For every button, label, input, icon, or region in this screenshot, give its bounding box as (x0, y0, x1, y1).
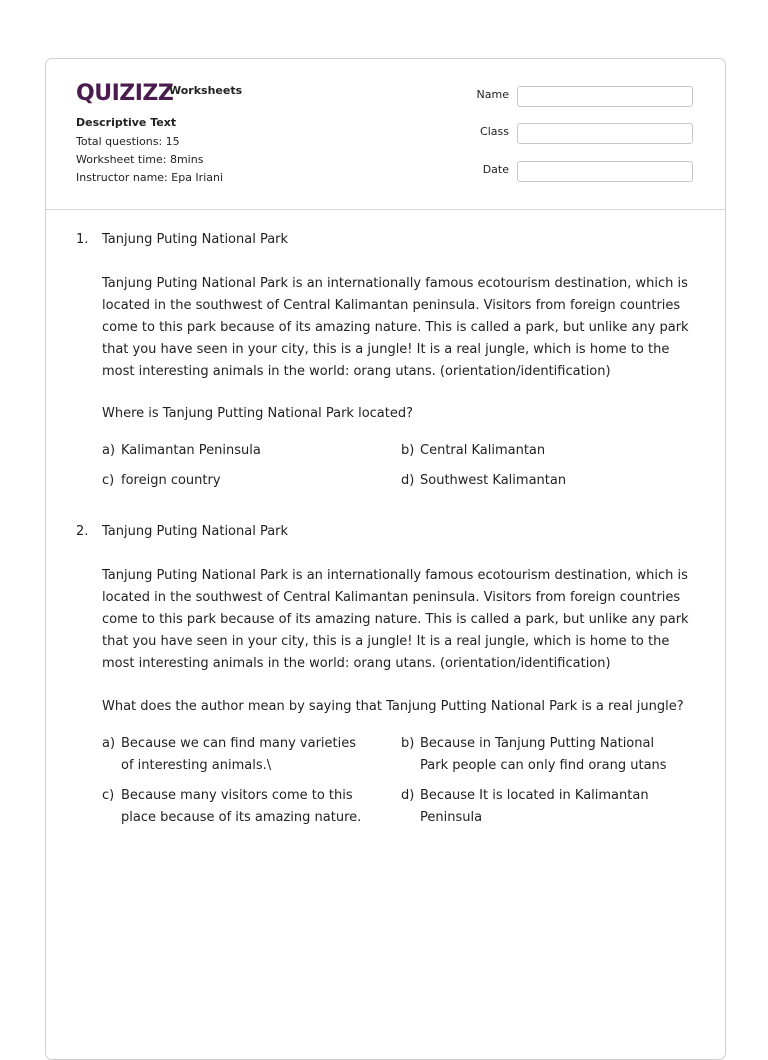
option-a[interactable] (102, 440, 372, 462)
option-letter: c) (102, 788, 115, 803)
option-c[interactable] (102, 470, 372, 492)
date-label: Date (482, 163, 509, 176)
instructor-name: Instructor name: Epa Iriani (76, 171, 224, 184)
class-label: Class (480, 125, 509, 138)
option-d[interactable] (401, 785, 671, 829)
option-b[interactable] (401, 733, 671, 777)
quizizz-logo (76, 79, 173, 107)
question-passage: Tanjung Puting National Park is an internationally famous ecotourism destination, which is located in the southwest of Central Kalimantan peninsula. Visitors from foreign countries come to this park because of its amazing nature. This is called a park, but unlike any park that you have seen in your city, this is a jungle! It is a real jungle, which is home to the most interesting animals in the world: orang utans. (orientation/identification) (102, 276, 689, 379)
option-c[interactable] (102, 785, 372, 829)
question-prompt: Where is Tanjung Putting National Park located? (102, 406, 414, 421)
option-letter: d) (401, 788, 415, 803)
date-field[interactable] (517, 161, 693, 182)
question-number: 1. (76, 232, 89, 247)
worksheet-time: Worksheet time: 8mins (76, 153, 204, 166)
name-field[interactable] (517, 86, 693, 107)
question-number: 2. (76, 524, 89, 539)
question-passage: Tanjung Puting National Park is an internationally famous ecotourism destination, which is located in the southwest of Central Kalimantan peninsula. Visitors from foreign countries come to this park because of its amazing nature. This is called a park, but unlike any park that you have seen in your city, this is a jungle! It is a real jungle, which is home to the most interesting animals in the world: orang utans. (orientation/identification) (102, 568, 689, 671)
question-title: Tanjung Puting National Park (102, 524, 289, 539)
option-a[interactable] (102, 733, 372, 777)
option-text: Because many visitors come to this place because of its amazing nature. (121, 788, 362, 825)
worksheet-header (46, 59, 725, 210)
option-text: Kalimantan Peninsula (121, 443, 261, 458)
option-letter: b) (401, 736, 415, 751)
option-letter: d) (401, 473, 415, 488)
question-title: Tanjung Puting National Park (102, 232, 289, 247)
option-b[interactable] (401, 440, 671, 462)
question-prompt: What does the author mean by saying that Tanjung Putting National Park is a real jungle? (102, 699, 684, 714)
option-d[interactable] (401, 470, 671, 492)
worksheet-page (45, 58, 726, 1060)
option-text: Central Kalimantan (420, 443, 546, 458)
option-text: Because It is located in Kalimantan Peninsula (420, 788, 649, 825)
option-text: Southwest Kalimantan (420, 473, 567, 488)
option-text: Because we can find many varieties of interesting animals.\ (121, 736, 357, 773)
option-letter: a) (102, 736, 116, 751)
total-questions: Total questions: 15 (76, 135, 180, 148)
class-field[interactable] (517, 123, 693, 144)
option-text: foreign country (121, 473, 221, 488)
option-letter: a) (102, 443, 116, 458)
option-letter: b) (401, 443, 415, 458)
name-label: Name (476, 88, 509, 101)
option-letter: c) (102, 473, 115, 488)
worksheet-title: Descriptive Text (76, 116, 177, 129)
brand-name: QUIZIZZ (76, 80, 174, 106)
brand-tag: Worksheets (169, 84, 243, 97)
option-text: Because in Tanjung Putting National Park people can only find orang utans (420, 736, 667, 773)
